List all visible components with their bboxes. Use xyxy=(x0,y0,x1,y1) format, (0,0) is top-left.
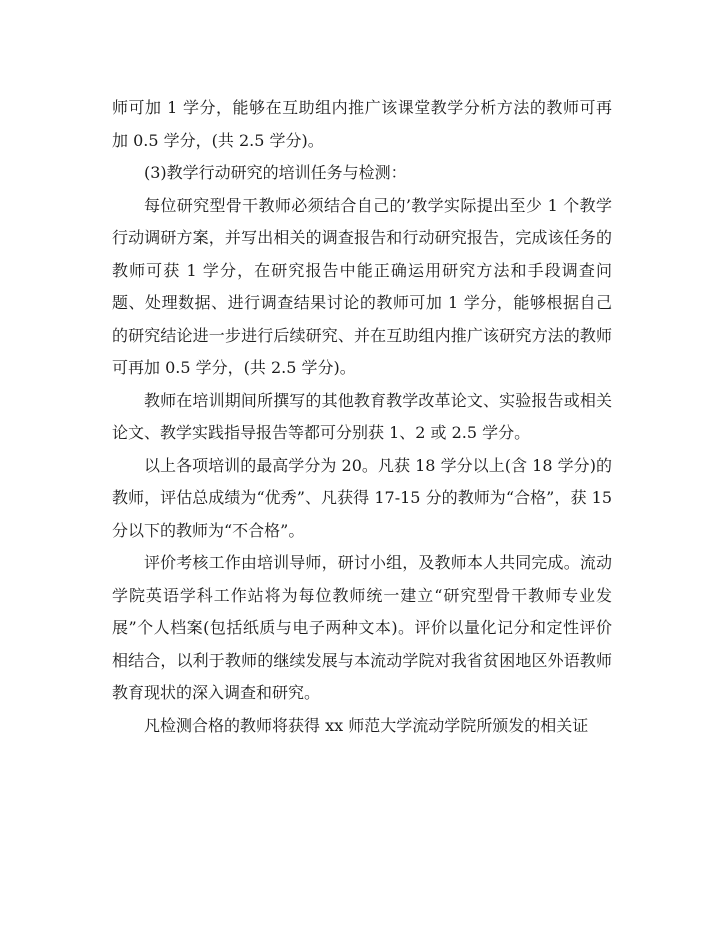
paragraph-other-papers: 教师在培训期间所撰写的其他教育教学改革论文、实验报告或相关论文、教学实践指导报告等都可分别获 1、2 或 2.5 学分。 xyxy=(112,390,612,442)
paragraph-action-research: 每位研究型骨干教师必须结合自己的’教学实际提出至少 1 个教学行动调研方案，并写出相关的调查报告和行动研究报告，完成该任务的教师可获 1 学分，在研究报告中能正确运用研究方法和手段调查问题、处理数据、进行调查结果讨论的教师可加 1 学分，能够根据自己的研究结论进一步进行后续研究、并在互助组内推广该研究方法的教师可再加 0.5 学分，(共 2.5 学分)。 xyxy=(112,195,612,377)
paragraph-section-heading: (3)教学行动研究的培训任务与检测： xyxy=(144,163,407,182)
paragraph-evaluation: 评价考核工作由培训导师，研讨小组，及教师本人共同完成。流动学院英语学科工作站将为每位教师统一建立“研究型骨干教师专业发展”个人档案(包括纸质与电子两种文本)。评价以量化记分和定性评价相结合，以利于教师的继续发展与本流动学院对我省贫困地区外语教师教育现状的深入调查和研究。 xyxy=(112,553,612,702)
document-body xyxy=(112,92,612,742)
paragraph-certificate: 凡检测合格的教师将获得 xx 师范大学流动学院所颁发的相关证 xyxy=(144,715,589,735)
paragraph-credit-grading: 以上各项培训的最高学分为 20。凡获 18 学分以上(含 18 学分)的教师，评估总成绩为“优秀”、凡获得 17-15 分的教师为“合格”，获 15 分以下的教师为“不合格”。 xyxy=(112,455,612,540)
paragraph-continuation: 师可加 1 学分，能够在互助组内推广该课堂教学分析方法的教师可再加 0.5 学分，(共 2.5 学分)。 xyxy=(112,98,612,150)
